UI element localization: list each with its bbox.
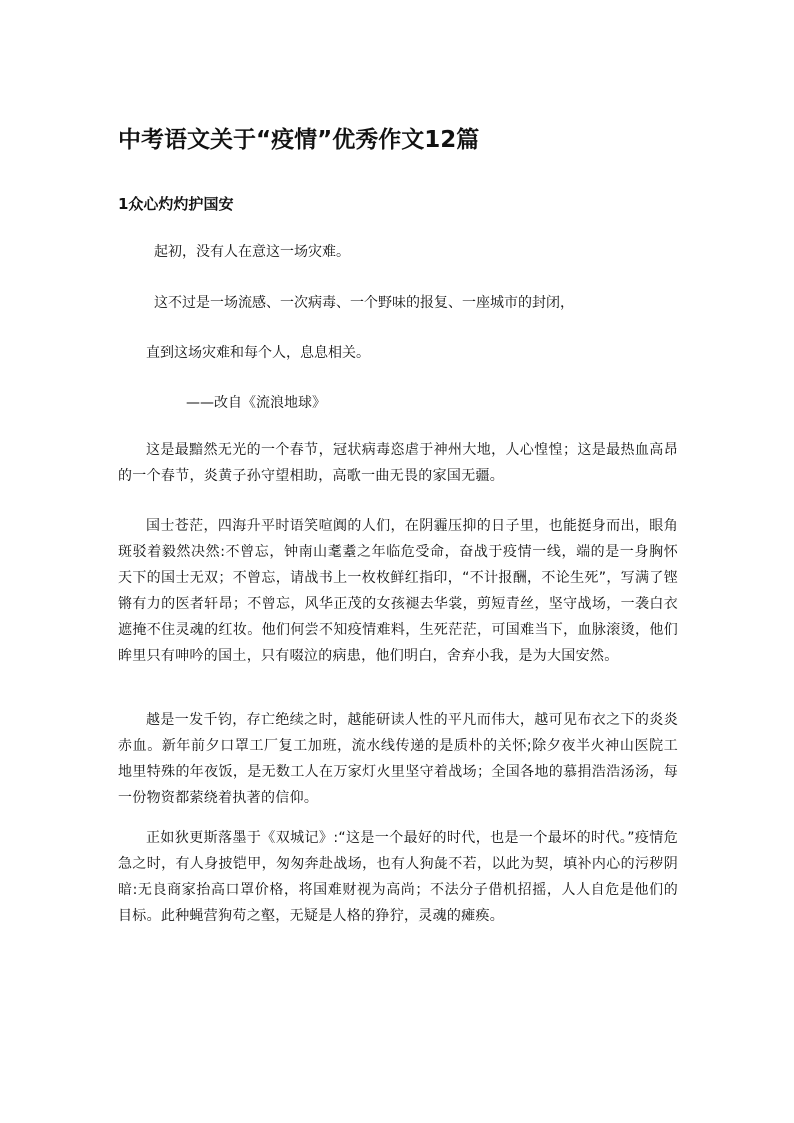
attribution: ——改自《流浪地球》 [186, 395, 326, 411]
paragraph: 这是最黯然无光的一个春节，冠状病毒恣虐于神州大地，人心惶惶；这是最热血高昂的一个春节，炎黄子孙守望相助，高歌一曲无畏的家国无疆。 [118, 442, 678, 484]
paragraph: 正如狄更斯落墨于《双城记》:“这是一个最好的时代，也是一个最坏的时代。”疫情危急之时，有人身披铠甲，匆匆奔赴战场，也有人狗彘不若，以此为契，填补内心的污秽阴暗:无良商家抬高口罩价格，将国难财视为高尚；不法分子借机招摇，人人自危是他们的目标。此种蝇营狗苟之壑，无疑是人格的狰狞，灵魂的瘫痪。 [118, 830, 678, 924]
paragraph: 越是一发千钧，存亡绝续之时，越能研读人性的平凡而伟大，越可见布衣之下的炎炎赤血。新年前夕口罩工厂复工加班，流水线传递的是质朴的关怀;除夕夜半火神山医院工地里特殊的年夜饭，是无数工人在万家灯火里坚守着战场；全国各地的慕捐浩浩汤汤，每一份物资都萦绕着执著的信仰。 [118, 712, 678, 806]
poem-line: 起初，没有人在意这一场灾难。 [154, 244, 350, 260]
poem-line: 这不过是一场流感、一次病毒、一个野味的报复、一座城市的封闭， [154, 295, 574, 311]
page-title: 中考语文关于“疫情”优秀作文12篇 [118, 127, 480, 153]
paragraph: 国士苍茫，四海升平时语笑喧阗的人们，在阴霾压抑的日子里，也能挺身而出，眼角斑驳着毅然决然:不曾忘，钟南山耄耋之年临危受命，奋战于疫情一线，端的是一身胸怀天下的国士无双；不曾忘，请战书上一枚枚鲜红指印，“不计报酬，不论生死”，写满了铿锵有力的医者轩昂；不曾忘，风华正茂的女孩褪去华裳，剪短青丝，坚守战场，一袭白衣遮掩不住灵魂的红妆。他们何尝不知疫情难料，生死茫茫，可国难当下，血脉滚烫，他们眸里只有呻吟的国土，只有啜泣的病患，他们明白，舍弃小我，是为大国安然。 [118, 518, 678, 664]
section-heading: 1众心灼灼护国安 [118, 195, 234, 213]
poem-line: 直到这场灾难和每个人，息息相关。 [146, 345, 370, 361]
